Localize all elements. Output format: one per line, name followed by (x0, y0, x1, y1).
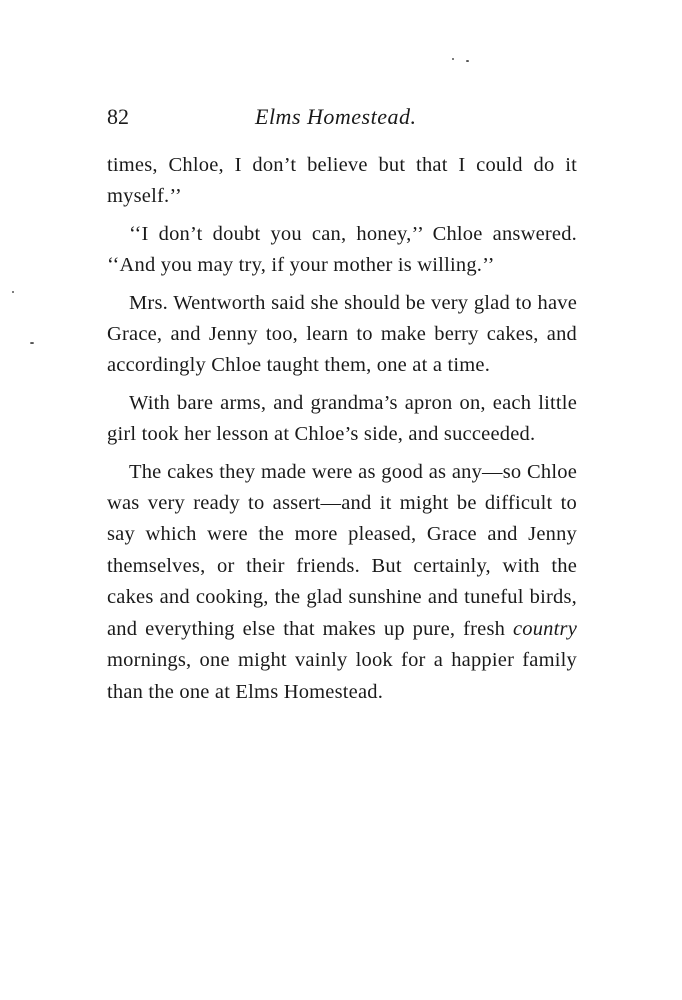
body-text (107, 150, 577, 714)
page-number: 82 (107, 104, 129, 129)
scan-speck (12, 291, 14, 293)
emphasis-country: country (512, 617, 577, 640)
running-title: Elms Homestead. (255, 104, 417, 129)
paragraph-3: Mrs. Wentworth said she should be very glad to have Grace, and Jenny too, learn to make berry cakes, and accordingly Chloe taught them, one at a time. (107, 291, 577, 377)
scan-speck (452, 58, 454, 60)
page-header (107, 104, 577, 134)
scan-speck (466, 60, 469, 62)
paragraph-5-text: The cakes they made were as good as any—so Chloe was very ready to assert—and it might be difficult to say which were the more pleased, Grace and Jenny themselves, or their friends. But certainly, with the cakes and cooking, the glad sunshine and tuneful birds, and everything else that makes up pure, fresh (107, 460, 577, 640)
paragraph-5 (107, 457, 577, 708)
scan-speck (30, 342, 34, 344)
paragraph-5-text-end: mornings, one might vainly look for a happier family than the one at Elms Homestead. (107, 649, 577, 703)
paragraph-1: times, Chloe, I don’t believe but that I could do it myself.’’ (107, 154, 577, 208)
paragraph-4: With bare arms, and grandma’s apron on, each little girl took her lesson at Chloe’s side, and succeeded. (107, 391, 577, 446)
paragraph-2: ‘‘I don’t doubt you can, honey,’’ Chloe answered. ‘‘And you may try, if your mother is willing.’’ (107, 222, 577, 277)
